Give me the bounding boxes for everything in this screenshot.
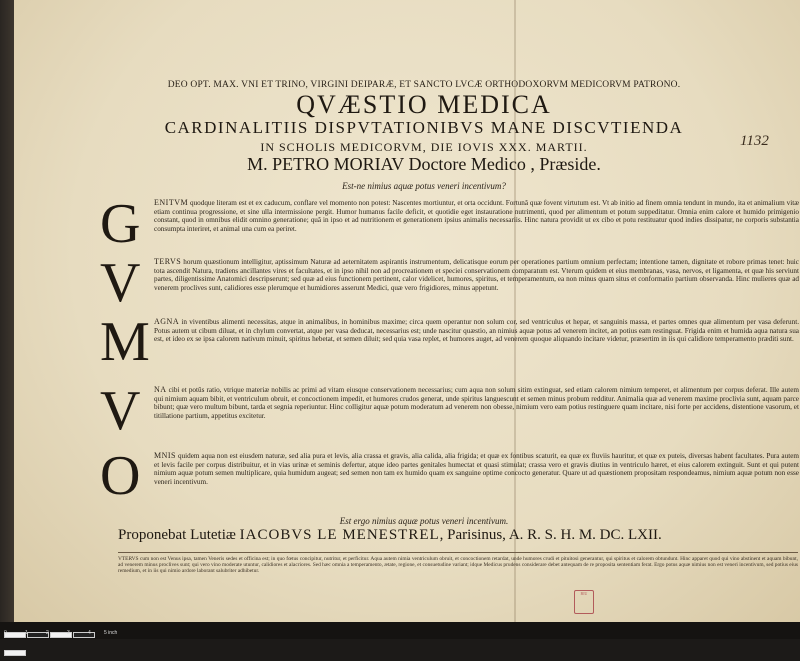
drop-cap-initial: O: [100, 445, 141, 507]
library-stamp: BIU: [574, 590, 594, 614]
drop-cap-initial: V: [100, 380, 141, 442]
paragraph-text: in viventibus alimenti necessitas, atque in animalibus, in hominibus maxime; circa quem operantur non solum cor, sed ventriculus et hepar, et sanguinis massa, et partes omnes quæ alimentum per vasa deferunt. Potus autem ut cibum diluat, et in chylum convertat, atque per vasa deducat, necessarius est; unde nascitur quæstio, an nimius aquæ potus ad venerem incitet, an potius eam restinguat. Frigida enim et humida aqua natura sua est, et ideo ex se ipsa calorem nativum minuit, spiritus hebetat, et semen diluit; sed quia vasa replet, et humores auget, ad venerem quoque aliquando incitare videtur, præsertim in iis qui calidiore temperamento præditi sunt.: [154, 318, 799, 344]
paragraph-text: quodque literam est et ex caducum, conflare vel momento non potest: Nascentes mortiuntur, et orta occidunt. Fortunâ quæ fovent virtutum est. Vt ab initio ad finem omnia tendunt in mundo, ita et animalium vitæ etiam continua progressione, et sine ulla intermissione pergit. Humor humanus facile deficit, et quotidie eget instauratione nutrimenti, quod per alimentum et potum suppeditatur. Omnia enim calore et humido primigenio constant, quod in omnibus elidit omnino generatione; quâ in ipso et ad nutritionem et generationem ipsius animalis necessariis. Hinc natura providit ut ex cibo et potu restituatur quod indies dissipatur, ne corporis substantia consumpta interiret, et animal una cum ea periret.: [154, 199, 799, 233]
drop-cap-initial: M: [100, 311, 150, 373]
paragraph-lead: ENITVM: [154, 199, 189, 207]
paragraph-lead: TERVS: [154, 258, 182, 266]
scale-label: 4: [88, 630, 91, 636]
proponent-line: [118, 527, 778, 544]
paragraph-lead: NA: [154, 386, 167, 394]
proponent-tail: , Parisinus, A. R. S. H. M. DC. LXII.: [439, 527, 662, 543]
conclusion-motto: Est ergo nimius aquæ potus veneri incentivum.: [339, 516, 509, 526]
paragraph: [154, 386, 799, 446]
paragraph-text: horum quæstionum intelligitur, aptissimum Naturæ ad aeternitatem aspirantis instrumentum, delicatisque eorum per operationes partium omnium perfectam; intentione tamen, dignitate et robore primas tenet: huic tota ascendit Natura, tradiens ancillantes vires et facultates, et in ipso nihil non ad procreationem et speciei conservationem comparatum est. Vterum quidem et eius membranas, vasa, nervos, et ligamenta, et quæ his serviunt partes, diligentissime Anatomici descripserunt; sed quæ ad eius functionem pertinent, calor videlicet, humores, spiritus, et temperamentum, ea non minus quam situs et conformatio partium observanda. Hinc mulieres quæ ad venerem proclives sunt, calidiores esse plerumque et humidiores asserunt Medici, quæ vero frigidiores, minus appetunt.: [154, 258, 799, 292]
proponent-name: IACOBVS LE MENESTREL: [239, 527, 440, 543]
book-spine-edge: [0, 0, 14, 622]
drop-cap-initial: G: [100, 193, 141, 255]
paragraph-lead: AGNA: [154, 318, 180, 326]
paragraph: [154, 318, 799, 378]
venue-line: IN SCHOLIS MEDICORVM, DIE IOVIS XXX. MARTII.: [260, 140, 588, 154]
paragraph: [154, 199, 799, 251]
paragraph-text: cibi et potûs ratio, vtrique materiæ nobilis ac primi ad vitam eiusque conservationem necessarius; cum aqua non solum sitim extinguat, sed etiam calorem nimium temperet, et alimentum per corpus deferat. Ille autem qui nimium aquam bibit, et ventriculum obruit, et concoctionem impedit, et humores crudos generat, unde spiritus languescunt et semen minus probum redditur. Animalia quæ ad venerem maxime proclivia sunt, aquam parce bibunt; quæ vero multum bibunt, tarda et segnia reperiuntur. Hinc colligitur aquæ potum moderatum ad venerem non obesse, nimium vero eam potius restinguere quam incitare, nisi forte per accidens, distentione vasorum, et titillatione partium, appetitus excitetur.: [154, 386, 799, 420]
dedication: DEO OPT. MAX. VNI ET TRINO, VIRGINI DEIPARÆ, ET SANCTO LVCÆ ORTHODOXORVM MEDICORVM PATRONO.: [167, 80, 681, 90]
handwritten-number: 1132: [740, 133, 769, 149]
scale-ruler: [4, 625, 109, 630]
question-motto: Est-ne nimius aquæ potus veneri incentivum?: [342, 181, 506, 191]
scale-label: 2: [46, 630, 49, 636]
paragraph-lead: MNIS: [154, 452, 177, 460]
divider-rule: [118, 552, 798, 553]
scale-label: 1: [25, 630, 28, 636]
page-title: QVÆSTIO MEDICA: [296, 90, 552, 119]
document-page: [14, 0, 800, 622]
scale-label: 0: [4, 630, 7, 636]
subtitle: CARDINALITIIS DISPVTATIONIBVS MANE DISCVTIENDA: [164, 118, 684, 137]
proponent-lead: Proponebat Lutetiæ: [118, 527, 236, 543]
presider-line: M. PETRO MORIAV Doctore Medico , Præside.: [247, 154, 601, 174]
paragraph-text: quidem aqua non est eiusdem naturæ, sed alia pura et levis, alia crassa et gravis, alia calida, alia frigida; et quæ ex fontibus scaturit, ea quæ ex fluviis hauritur, et quæ ex puteis, diversas habent facultates. Pura autem et levis facile per corpus distribuitur, et in vias urinæ et seminis defertur, atque ideo partes genitales humectat et quasi stimulat; crassa vero et gravis diutius in ventriculo hæret, et eius calorem extinguit. Sunt et qui putent nimium aquæ potum semen multiplicare, quia humidum augeat; sed semen non tam ex humido quam ex sanguine optime concocto generatur. Quare ut ad quæstionem propositam respondeamus, nimium aquæ potum non esse veneri incentivum.: [154, 452, 799, 486]
scale-label: 5 inch: [104, 630, 118, 636]
scale-bar: [0, 622, 800, 639]
scale-label: 3: [67, 630, 70, 636]
footnote-text: VTERVS cum non est Venus ipsa, tamen Veneris sedes et officina est; in quo fœtus concipitur, nutritur, et perficitur. Aqua autem nimia ventriculum obruit, et concoctionem retardat, unde humores crudi et pituitosi generantur, qui spiritus et calorem obtundunt. Hinc apparet quod qui vino abstinent et aquam bibunt, ad venerem minus proclives sunt; qui vero vino moderate utuntur, calidiores et alacriores. Sed hæc omnia a temperamento, ætate, regione, et consuetudine variant; idque Medicus prudens considerare debet antequam de re proposita sententiam ferat. Ergo potus aquæ nimius non est veneri incentivum, sed potius eius remedium, et in iis qui nimio ardore laborant salubriter adhibetur.: [118, 556, 798, 575]
paragraph: [154, 452, 799, 512]
paragraph: [154, 258, 799, 310]
drop-cap-initial: V: [100, 252, 141, 314]
